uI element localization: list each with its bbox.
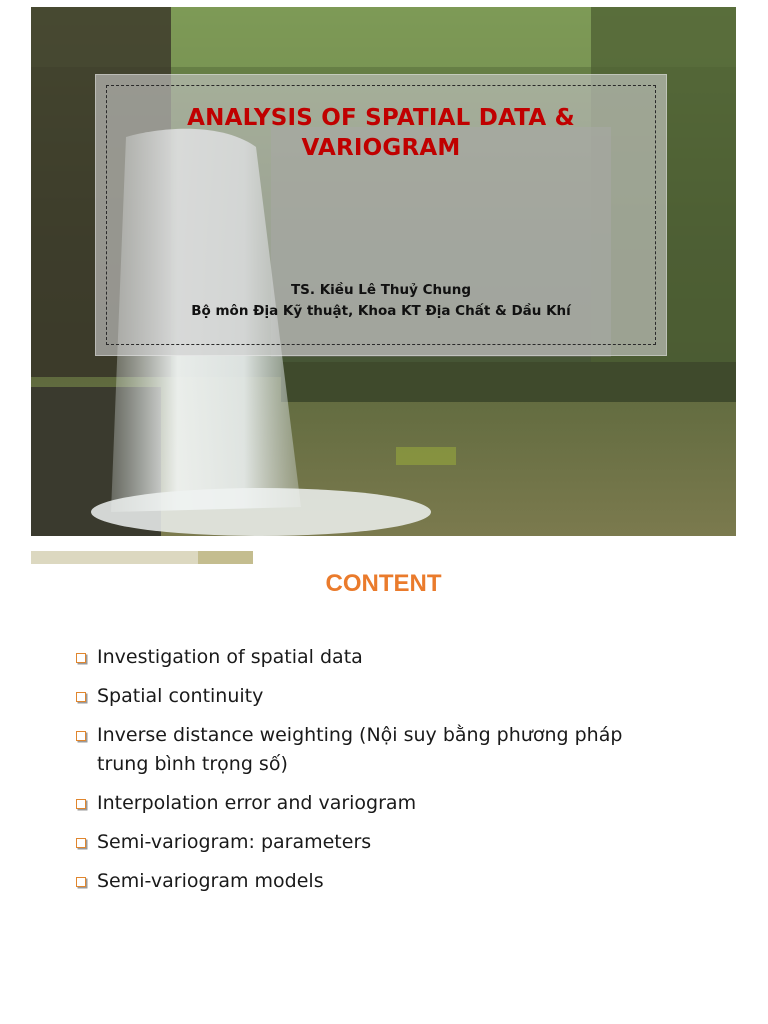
list-item <box>75 789 675 818</box>
content-slide <box>31 548 736 1018</box>
square-bullet-icon <box>76 731 86 741</box>
author-block <box>96 280 666 322</box>
title-line-1: ANALYSIS OF SPATIAL DATA & <box>187 105 575 131</box>
list-item <box>75 867 675 896</box>
title-slide <box>31 7 736 536</box>
author-name: TS. Kiều Lê Thuỷ Chung <box>290 282 472 298</box>
accent-bar-dark <box>198 551 253 564</box>
accent-bar-light <box>31 551 198 564</box>
list-item <box>75 721 675 779</box>
list-item <box>75 828 675 857</box>
list-item <box>75 643 675 672</box>
list-item-label: Interpolation error and variogram <box>97 792 417 814</box>
title-box <box>95 74 667 356</box>
list-item-label: Investigation of spatial data <box>97 646 363 668</box>
square-bullet-icon <box>76 838 86 848</box>
content-list <box>75 643 675 906</box>
list-item <box>75 682 675 711</box>
list-item-label: Spatial continuity <box>97 685 264 707</box>
content-title: CONTENT <box>325 570 442 597</box>
square-bullet-icon <box>76 653 86 663</box>
slide-title <box>96 103 666 163</box>
square-bullet-icon <box>76 877 86 887</box>
author-affiliation: Bộ môn Địa Kỹ thuật, Khoa KT Địa Chất & Dầu Khí <box>191 303 571 319</box>
square-bullet-icon <box>76 799 86 809</box>
title-line-2: VARIOGRAM <box>301 135 461 161</box>
square-bullet-icon <box>76 692 86 702</box>
list-item-label: Inverse distance weighting (Nội suy bằng phương pháp trung bình trọng số) <box>97 724 623 775</box>
list-item-label: Semi-variogram models <box>97 870 324 892</box>
list-item-label: Semi-variogram: parameters <box>97 831 372 853</box>
